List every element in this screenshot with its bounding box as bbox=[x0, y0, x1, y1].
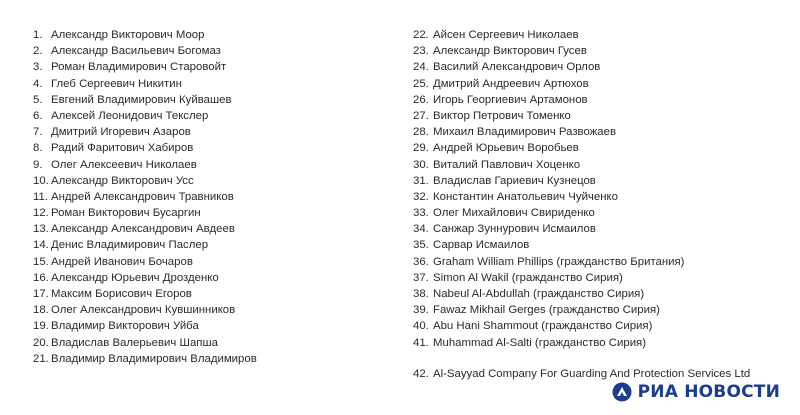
list-item: 5. Евгений Владимирович Куйвашев bbox=[33, 93, 232, 106]
list-item: 38. Nabeul Al-Abdullah (гражданство Сирия) bbox=[413, 288, 645, 300]
list-item: 18. Олег Александрович Кувшинников bbox=[33, 304, 236, 317]
list-item: 19. Владимир Викторович Уйба bbox=[33, 320, 199, 333]
list-item: 26. Игорь Георгиевич Артамонов bbox=[413, 93, 588, 106]
list-item: 2. Александр Васильевич Богомаз bbox=[33, 45, 221, 58]
list-item: 21. Владимир Владимирович Владимиров bbox=[33, 352, 257, 365]
list-item: 3. Роман Владимирович Старовойт bbox=[33, 61, 227, 74]
list-item: 1. Александр Викторович Моор bbox=[33, 29, 205, 41]
list-item: 22. Айсен Сергеевич Николаев bbox=[413, 29, 579, 41]
list-item: 7. Дмитрий Игоревич Азаров bbox=[33, 126, 191, 139]
list-item: 20. Владислав Валерьевич Шапша bbox=[33, 336, 218, 349]
list-item: 11. Андрей Александрович Травников bbox=[33, 190, 234, 203]
list-item: 23. Александр Викторович Гусев bbox=[413, 45, 587, 58]
list-item: 25. Дмитрий Андреевич Артюхов bbox=[413, 77, 589, 90]
list-item: 16. Александр Юрьевич Дрозденко bbox=[33, 271, 219, 284]
list-item: 12. Роман Викторович Бусаргин bbox=[33, 207, 201, 220]
list-item: 36. Graham William Phillips (гражданство Британия) bbox=[413, 255, 685, 268]
ria-novosti-watermark bbox=[608, 381, 780, 403]
list-item: 29. Андрей Юрьевич Воробьев bbox=[413, 142, 579, 155]
list-item: 17. Максим Борисович Егоров bbox=[33, 288, 192, 300]
list-item: 30. Виталий Павлович Хоценко bbox=[413, 158, 581, 171]
list-item: 8. Радий Фаритович Хабиров bbox=[33, 142, 194, 155]
list-item: 15. Андрей Иванович Бочаров bbox=[33, 255, 193, 268]
list-item: 33. Олег Михайлович Свириденко bbox=[413, 207, 595, 220]
list-item: 28. Михаил Владимирович Развожаев bbox=[413, 126, 617, 139]
list-item: 31. Владислав Гариевич Кузнецов bbox=[413, 174, 596, 187]
list-item: 39. Fawaz Mikhail Gerges (гражданство Сирия) bbox=[413, 304, 660, 317]
right-column bbox=[413, 27, 793, 382]
list-item: 6. Алексей Леонидович Текслер bbox=[33, 109, 209, 122]
list-item: 37. Simon Al Wakil (гражданство Сирия) bbox=[413, 271, 623, 284]
left-column bbox=[33, 27, 403, 367]
list-item: 34. Санжар Зуннурович Исмаилов bbox=[413, 223, 596, 236]
list-item: 42. Al-Sayyad Company For Guarding And Protection Services Ltd bbox=[413, 367, 751, 380]
list-item: 32. Константин Анатольевич Чуйченко bbox=[413, 190, 618, 203]
list-item: 13. Александр Александрович Авдеев bbox=[33, 223, 235, 236]
list-item: 24. Василий Александрович Орлов bbox=[413, 61, 601, 74]
list-item: 10. Александр Викторович Усс bbox=[33, 174, 194, 187]
list-item: 4. Глеб Сергеевич Никитин bbox=[33, 77, 182, 90]
list-item: 40. Abu Hani Shammout (гражданство Сирия) bbox=[413, 320, 653, 333]
list-item: 41. Muhammad Al-Salti (гражданство Сирия) bbox=[413, 336, 647, 349]
list-item: 14. Денис Владимирович Паслер bbox=[33, 239, 209, 252]
list-item: 9. Олег Алексеевич Николаев bbox=[33, 158, 197, 171]
watermark-text: РИА НОВОСТИ bbox=[637, 382, 780, 402]
ria-logo-icon bbox=[612, 382, 632, 402]
list-item: 27. Виктор Петрович Томенко bbox=[413, 109, 571, 122]
list-item: 35. Сарвар Исмаилов bbox=[413, 239, 530, 252]
